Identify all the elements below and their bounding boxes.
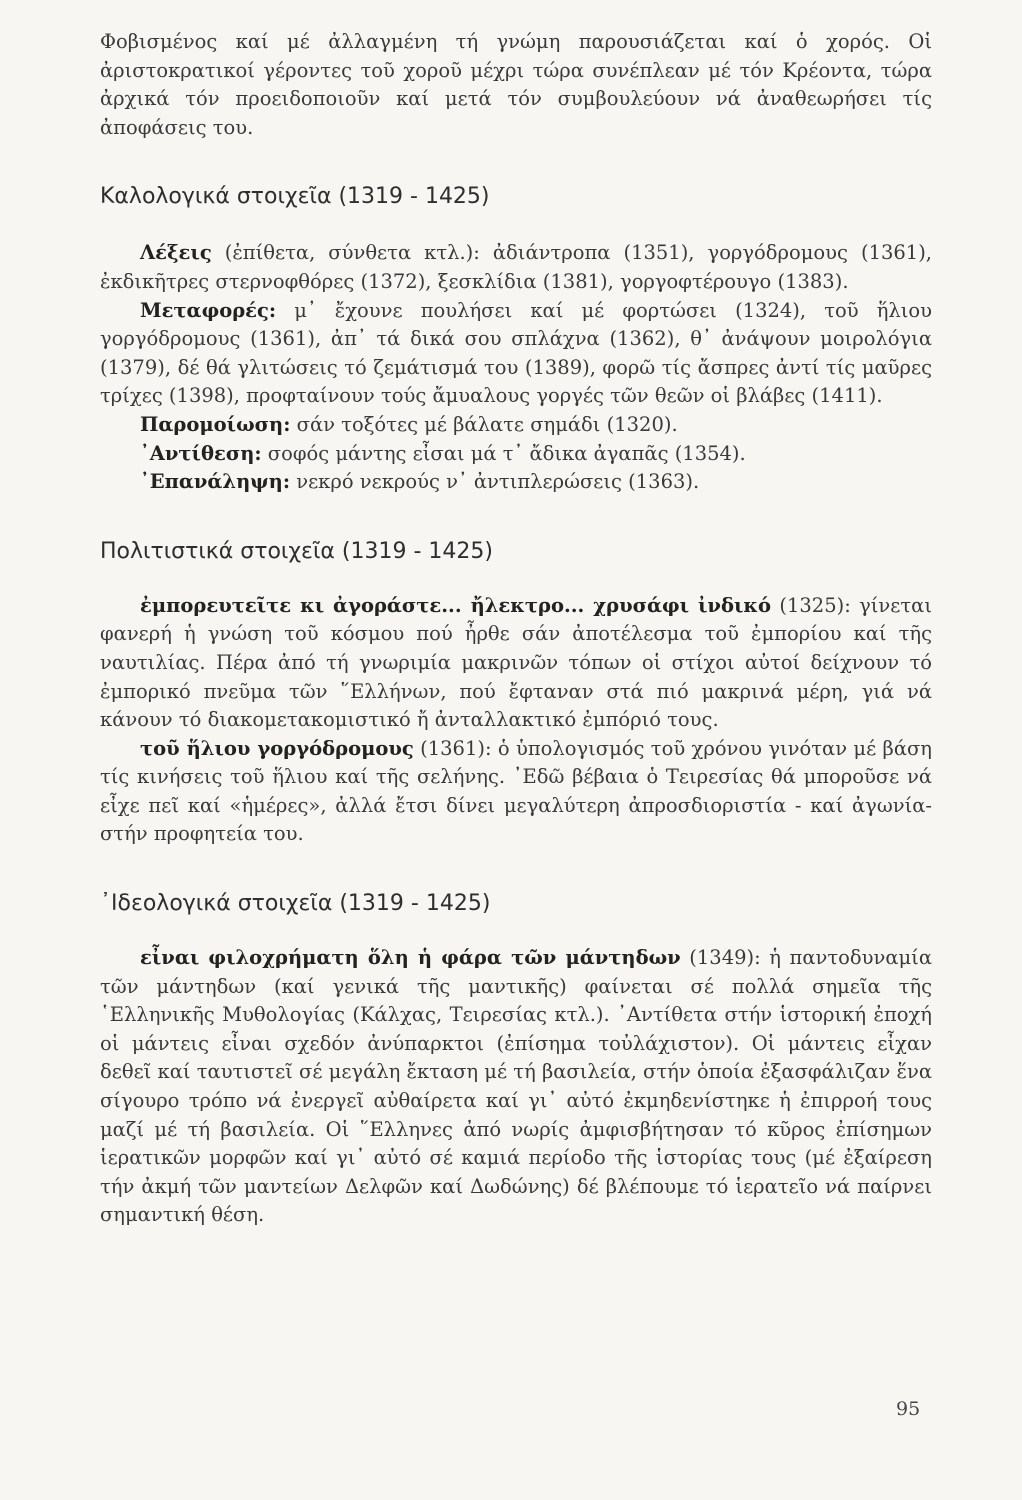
section-heading-cultural: Πολιτιστικά στοιχεῖα (1319 - 1425) bbox=[100, 538, 493, 564]
item-text: σάν τοξότες μέ βάλατε σημάδι (1320). bbox=[290, 412, 678, 436]
item-text: (ἐπίθετα, σύνθετα κτλ.): ἀδιάντροπα (1351), γοργόδρομους (1361), ἐκδικῆτρες στερνοφθόρες (1372), ξεσκλίδια (1381), γοργοφτέρουγο (1383). bbox=[100, 241, 932, 293]
list-item bbox=[100, 440, 932, 469]
item-label: ᾽Επανάληψη: bbox=[140, 470, 291, 494]
intro-paragraph: Φοβισμένος καί μέ ἀλλαγμένη τή γνώμη παρουσιάζεται καί ὁ χορός. Οἱ ἀριστοκρατικοί γέροντες τοῦ χοροῦ μέχρι τώρα συνέπλεαν μέ τόν Κρέοντα, τώρα ἀρχικά τόν προειδοποιοῦν καί μετά τόν συμβουλεύουν νά ἀναθεωρήσει τίς ἀποφάσεις του. bbox=[100, 30, 932, 139]
item-label: Μεταφορές: bbox=[140, 298, 277, 322]
list-item bbox=[100, 944, 932, 1230]
item-label: ἐμπορευτεῖτε κι ἀγοράστε... ἤλεκτρο... χρυσάφι ἰνδικό bbox=[140, 593, 772, 617]
item-label: ᾽Αντίθεση: bbox=[140, 441, 262, 465]
section-heading-ideological: ᾽Ιδεολογικά στοιχεῖα (1319 - 1425) bbox=[100, 891, 491, 917]
item-label: τοῦ ἥλιου γοργόδρομους bbox=[140, 736, 414, 760]
item-text: μ᾽ ἔχουνε πουλήσει καί μέ φορτώσει (1324), τοῦ ἥλιου γοργόδρομους (1361), ἀπ᾽ τά δικά σου σπλάχνα (1362), θ᾽ ἀνάψουν μοιρολόγια (1379), δέ θά γλιτώσεις τό ζεμάτισμά του (1389), φορῶ τίς ἄσπρες ἀντί τίς μαῦρες τρίχες (1398), προφταίνουν τούς ἄμυαλους γοργές τῶν θεῶν οἱ βλάβες (1411). bbox=[100, 298, 932, 408]
list-item bbox=[100, 468, 932, 497]
item-text: (1325): γίνεται φανερή ἡ γνώση τοῦ κόσμου πού ἦρθε σάν ἀποτέλεσμα τοῦ ἐμπορίου καί τῆς ναυτιλίας. Πέρα ἀπό τή γνωριμία μακρινῶν τόπων οἱ στίχοι αὐτοί δείχνουν τό ἐμπορικό πνεῦμα τῶν ῞Ελλήνων, πού ἔφταναν στά πιό μακρινά μέρη, γιά νά κάνουν τό διακομετακομιστικό ἤ ἀνταλλακτικό ἐμπόριό τους. bbox=[100, 593, 932, 732]
item-label: Λέξεις bbox=[140, 241, 212, 265]
list-item bbox=[100, 411, 932, 440]
item-label: Παρομοίωση: bbox=[140, 412, 291, 436]
item-text: (1349): ἡ παντοδυναμία τῶν μάντηδων (καί γενικά τῆς μαντικῆς) φαίνεται σέ πολλά σημεῖα τῆς ῾Ελληνικῆς Μυθολογίας (Κάλχας, Τειρεσίας κτλ.). ᾽Αντίθετα στήν ἱστορική ἐποχή οἱ μάντεις εἶναι σχεδόν ἀνύπαρκτοι (ἐπίσημα τοὐλάχιστον). Οἱ μάντεις εἶχαν δεθεῖ καί ταυτιστεῖ σέ μεγάλη ἔκταση μέ τή βασιλεία, στήν ὁποία ἐξασφάλιζαν ἕνα σίγουρο τρόπο νά ἐνεργεῖ αὐθαίρετα καί γι᾽ αὐτό ἐκμηδενίστηκε ἡ ἐπιρροή τους μαζί μέ τή βασιλεία. Οἱ ῞Ελληνες ἀπό νωρίς ἀμφισβήτησαν τό κῦρος ἐπίσημων ἱερατικῶν μορφῶν καί γι᾽ αὐτό σέ καμιά περίοδο τῆς ἱστορίας τους (μέ ἐξαίρεση τήν ἀκμή τῶν μαντείων Δελφῶν καί Δωδώνης) δέ βλέπουμε τό ἱερατεῖο νά παίρνει σημαντική θέση. bbox=[100, 946, 932, 1227]
list-item bbox=[100, 297, 932, 411]
section-heading-aesthetic: Καλολογικά στοιχεῖα (1319 - 1425) bbox=[100, 184, 490, 210]
item-text: σοφός μάντης εἶσαι μά τ᾽ ἄδικα ἀγαπᾶς (1354). bbox=[261, 441, 746, 465]
list-item bbox=[100, 592, 932, 735]
item-text: (1361): ὁ ὑπολογισμός τοῦ χρόνου γινόταν μέ βάση τίς κινήσεις τοῦ ἥλιου καί τῆς σελήνης. ᾽Εδῶ βέβαια ὁ Τειρεσίας θά μποροῦσε νά εἶχε πεῖ καί «ἡμέρες», ἀλλά ἔτσι δίνει μεγαλύτερη ἀπροσδιοριστία - καί ἀγωνία- στήν προφητεία του. bbox=[100, 736, 932, 846]
list-item bbox=[100, 239, 932, 296]
list-item bbox=[100, 735, 932, 849]
page-content bbox=[100, 28, 932, 1230]
page-number: 95 bbox=[896, 1398, 921, 1420]
item-text: νεκρό νεκρούς ν᾽ ἀντιπλερώσεις (1363). bbox=[290, 470, 700, 494]
item-label: εἶναι φιλοχρήματη ὅλη ἡ φάρα τῶν μάντηδων bbox=[140, 946, 681, 970]
